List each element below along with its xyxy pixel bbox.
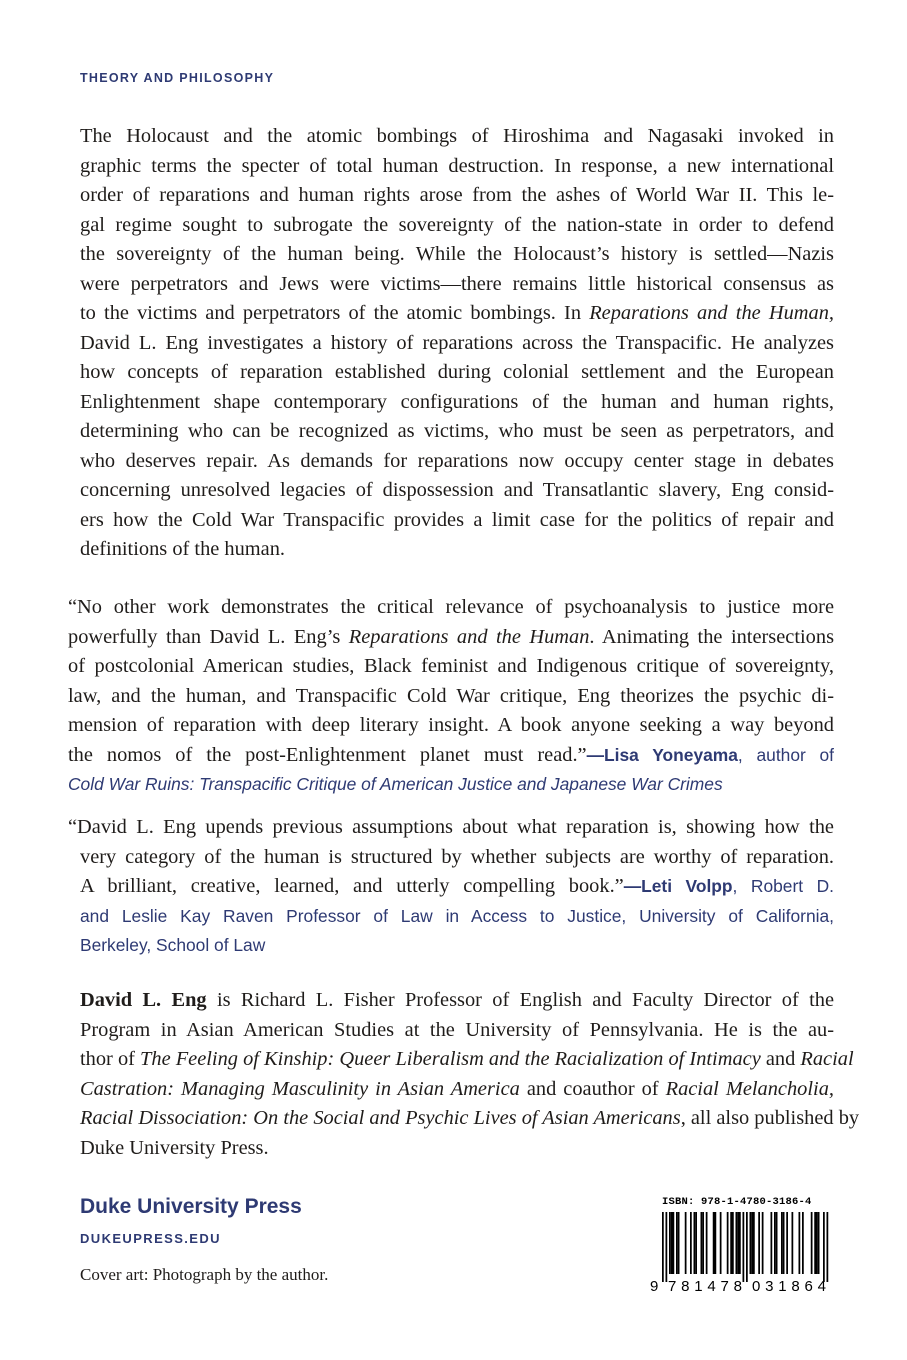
barcode-bar	[753, 1212, 755, 1274]
barcode-graphic	[650, 1212, 836, 1294]
barcode-bar	[811, 1212, 813, 1274]
bio-line: Program in Asian American Studies at the University of Pennsylvania. He is the au-	[80, 1018, 834, 1041]
book-title-ref: The Feeling of Kinship: Queer Liberalism and the Racialization of Intimacy	[140, 1048, 761, 1070]
barcode-bar	[771, 1212, 773, 1274]
barcode-bar	[739, 1212, 741, 1274]
quote-text: . Animating the intersections	[589, 625, 834, 648]
barcode-bar	[701, 1212, 703, 1274]
barcode-bar	[690, 1212, 692, 1274]
barcode-bar	[818, 1212, 820, 1274]
barcode-bar	[814, 1212, 816, 1274]
barcode-bar	[662, 1212, 664, 1282]
bio-text: is Richard L. Fisher Professor of English and Faculty Director of the	[206, 989, 834, 1011]
barcode-bar	[750, 1212, 752, 1274]
quote-line: of postcolonial American studies, Black feminist and Indigenous critique of sovereignty,	[68, 655, 834, 677]
book-title-ref: Racial Dissociation: On the Social and Psychic Lives of Asian Americans	[80, 1107, 681, 1129]
description-line: the sovereignty of the human being. While the Holocaust’s history is settled—Nazis	[80, 243, 834, 265]
barcode-bar	[678, 1212, 680, 1274]
quote-line	[68, 623, 834, 653]
publisher-name: Duke University Press	[80, 1195, 302, 1218]
barcode-bar	[737, 1212, 739, 1274]
barcode-bar	[685, 1212, 687, 1274]
quote-line: very category of the human is structured by whether subjects are worthy of reparation.	[80, 845, 834, 868]
barcode-bar	[727, 1212, 729, 1274]
barcode-bar	[816, 1212, 818, 1274]
isbn-label: ISBN: 978-1-4780-3186-4	[662, 1196, 812, 1208]
author-bio	[80, 986, 860, 1163]
description-line: gal regime sought to subrogate the sovereignty of the nation-state in order to defend	[80, 213, 834, 236]
bio-text: and coauthor of	[519, 1077, 666, 1100]
quote-line	[68, 872, 834, 902]
barcode-bar	[786, 1212, 788, 1274]
description-line: Enlightenment shape contemporary configurations of the human and human rights,	[80, 390, 834, 413]
quote-line	[68, 770, 834, 800]
barcode-bar	[713, 1212, 715, 1274]
description-line: The Holocaust and the atomic bombings of Hiroshima and Nagasaki invoked in	[80, 125, 834, 147]
barcode-bar	[694, 1212, 696, 1274]
barcode-bar	[730, 1212, 732, 1274]
cover-credit: Cover art: Photograph by the author.	[80, 1265, 329, 1284]
bio-line	[80, 1104, 860, 1134]
description-line: definitions of the human.	[80, 538, 286, 560]
barcode-bar	[671, 1212, 673, 1274]
endorser-book-title: Cold War Ruins: Transpacific Critique of American Justice and Japanese War Crimes	[68, 774, 723, 794]
barcode-bar	[746, 1212, 748, 1282]
bio-text: and	[760, 1048, 801, 1070]
description-line: who deserves repair. As demands for reparations now occupy center stage in debates	[80, 449, 834, 472]
barcode-bar	[743, 1212, 745, 1282]
description-line: how concepts of reparation established during colonial settlement and the European	[80, 361, 834, 383]
bio-text: , all also published by	[680, 1107, 860, 1129]
barcode-bar	[762, 1212, 764, 1274]
book-description	[80, 122, 834, 565]
barcode-bar	[732, 1212, 734, 1274]
bio-line	[80, 1075, 834, 1105]
description-line: were perpetrators and Jews were victims—there remains little historical consensus as	[80, 272, 834, 295]
barcode-bar	[774, 1212, 776, 1274]
endorser-name: —Leti Volpp	[623, 876, 733, 896]
barcode-bar	[823, 1212, 825, 1282]
barcode-bar	[758, 1212, 760, 1274]
barcode-bar	[676, 1212, 678, 1274]
book-title-ref: Racial Melancholia,	[665, 1077, 834, 1100]
endorsement-yoneyama	[68, 593, 834, 800]
barcode-bar	[666, 1212, 668, 1282]
quote-text: A brilliant, creative, learned, and utterly compelling book.”	[80, 875, 624, 897]
bio-line	[80, 1045, 854, 1075]
barcode-bar	[720, 1212, 722, 1274]
endorser-affiliation: and Leslie Kay Raven Professor of Law in Access to Justice, University of California,	[80, 905, 834, 926]
barcode-bars	[662, 1212, 828, 1282]
description-line: concerning unresolved legacies of dispossession and Transatlantic slavery, Eng consid-	[80, 479, 834, 501]
quote-line	[68, 902, 834, 932]
barcode-bar	[702, 1212, 704, 1274]
barcode-bar	[792, 1212, 794, 1274]
book-title-ref: Reparations and the Human,	[589, 302, 834, 324]
endorser-name: —Lisa Yoneyama	[586, 744, 738, 765]
barcode-bar	[799, 1212, 801, 1274]
quote-line	[68, 931, 834, 961]
barcode-bar	[736, 1212, 738, 1274]
description-line: David L. Eng investigates a history of reparations across the Transpacific. He analyzes	[80, 331, 834, 354]
isbn-barcode	[650, 1196, 836, 1294]
barcode-bar	[715, 1212, 717, 1274]
barcode-bar	[695, 1212, 697, 1274]
barcode-bar	[673, 1212, 675, 1274]
book-title-ref: Reparations and the Human	[348, 625, 590, 648]
quote-line: “No other work demonstrates the critical relevance of psychoanalysis to justice more	[68, 596, 834, 618]
barcode-bar	[802, 1212, 804, 1274]
barcode-bar	[827, 1212, 829, 1282]
barcode-bar	[751, 1212, 753, 1274]
publisher-website[interactable]: DUKEUPRESS.EDU	[80, 1231, 221, 1246]
endorsement-volpp	[68, 813, 834, 961]
quote-text: the nomos of the post-Enlightenment planet must read.”	[68, 743, 587, 766]
bio-text: thor of	[80, 1048, 141, 1070]
description-line: graphic terms the specter of total human destruction. In response, a new international	[80, 154, 834, 177]
barcode-bar	[783, 1212, 785, 1274]
description-line	[80, 299, 834, 329]
bio-line	[80, 986, 834, 1016]
quote-line: mension of reparation with deep literary insight. A book anyone seeking a way beyond	[68, 714, 834, 736]
quote-line	[68, 741, 834, 771]
description-line: order of reparations and human rights arose from the ashes of World War II. This le-	[80, 184, 834, 206]
book-title-ref: Racial	[800, 1048, 854, 1070]
barcode-bar	[706, 1212, 708, 1274]
description-line: determining who can be recognized as victims, who must be seen as perpetrators, and	[80, 420, 834, 442]
endorser-affiliation: , Robert D.	[732, 876, 834, 896]
endorser-affiliation: , author of	[737, 744, 834, 765]
author-name: David L. Eng	[80, 989, 207, 1011]
barcode-bar	[669, 1212, 671, 1274]
barcode-right-digits: 031864	[752, 1278, 826, 1294]
quote-text: powerfully than David L. Eng’s	[68, 625, 349, 648]
description-line: ers how the Cold War Transpacific provides a limit case for the politics of repair and	[80, 508, 834, 531]
description-text: to the victims and perpetrators of the atomic bombings. In	[80, 302, 590, 324]
barcode-bar	[776, 1212, 778, 1274]
endorser-affiliation: Berkeley, School of Law	[80, 935, 266, 955]
bio-line: Duke University Press.	[80, 1136, 269, 1159]
barcode-first-digit: 9	[650, 1278, 659, 1294]
barcode-bar	[781, 1212, 783, 1274]
quote-line: law, and the human, and Transpacific Cold War critique, Eng theorizes the psychic di-	[68, 684, 834, 707]
category-label: THEORY AND PHILOSOPHY	[80, 71, 275, 85]
book-title-ref: Castration: Managing Masculinity in Asian America	[80, 1077, 520, 1100]
barcode-left-digits: 781478	[668, 1278, 742, 1294]
quote-line: “David L. Eng upends previous assumptions about what reparation is, showing how the	[68, 816, 834, 838]
